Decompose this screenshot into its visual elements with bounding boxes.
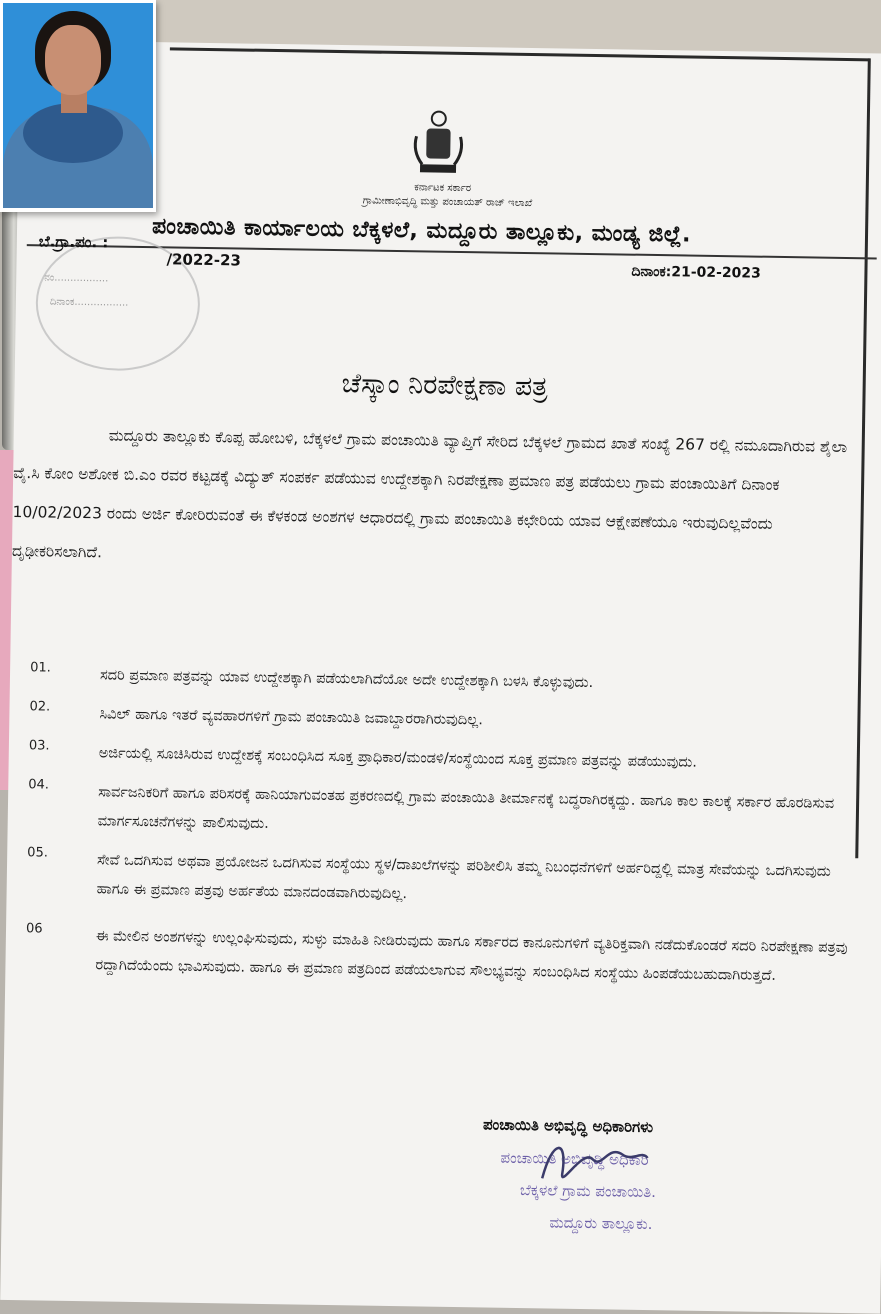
applicant-photo — [0, 0, 156, 212]
certificate-page — [0, 40, 881, 1314]
department-label: ಗ್ರಾಮೀಣಾಭಿವೃದ್ಧಿ ಮತ್ತು ಪಂಚಾಯತ್ ರಾಜ್ ಇಲಾಖೆ — [362, 195, 533, 210]
seal-line-3: ಮದ್ದೂರು ತಾಲ್ಲೂಕು. — [549, 1213, 653, 1234]
item-text: ಸೇವೆ ಒದಗಿಸುವ ಅಥವಾ ಪ್ರಯೋಜನ ಒದಗಿಸುವ ಸಂಸ್ಥೆಯು ಸ್ಥಳ/ದಾಖಲೆಗಳನ್ನು ಪರಿಶೀಲಿಸಿ ತಮ್ಮ ನಿಬಂಧನೆಗಳಿಗೆ ಅರ್ಹರಿದ್ದಲ್ಲಿ ಮಾತ್ರ ಸೇವೆಯನ್ನು ಒದಗಿಸುವುದು ಹಾಗೂ ಈ ಪ್ರಮಾಣ ಪತ್ರವು ಅರ್ಹತೆಯ ಮಾನದಂಡವಾಗಿರುವುದಿಲ್ಲ. — [96, 852, 831, 903]
handwritten-signature — [532, 1128, 653, 1200]
signatory-title: ಪಂಚಾಯಿತಿ ಅಭಿವೃದ್ಧಿ ಅಧಿಕಾರಿಗಳು — [482, 1115, 654, 1137]
issue-date: ದಿನಾಂಕ:21-02-2023 — [631, 263, 761, 282]
stamp-number-line: ನಂ................. — [44, 272, 109, 285]
item-text: ಈ ಮೇಲಿನ ಅಂಶಗಳನ್ನು ಉಲ್ಲಂಘಿಸುವುದು, ಸುಳ್ಳು ಮಾಹಿತಿ ನೀಡಿರುವುದು ಹಾಗೂ ಸರ್ಕಾರದ ಕಾನೂನುಗಳಿಗೆ ವ್ಯತಿರಿಕ್ತವಾಗಿ ನಡೆದುಕೊಂಡರೆ ಸದರಿ ನಿರಪೇಕ್ಷಣಾ ಪತ್ರವು ರದ್ದಾಗಿದೆಯೆಂದು ಭಾವಿಸುವುದು. ಹಾಗೂ ಈ ಪ್ರಮಾಣ ಪತ್ರದಿಂದ ಪಡೆಯಲಾಗುವ ಸೌಲಭ್ಯವನ್ನು ಸಂಬಂಧಿಸಿದ ಸಂಸ್ಥೆಯು ಹಿಂಪಡೆಯಬಹುದಾಗಿರುತ್ತದೆ. — [95, 928, 848, 984]
list-item — [6, 845, 852, 916]
item-number: 05. — [27, 845, 49, 861]
item-text: ಸಿವಿಲ್ ಹಾಗೂ ಇತರೆ ವ್ಯವಹಾರಗಳಿಗೆ ಗ್ರಾಮ ಪಂಚಾಯಿತಿ ಜವಾಬ್ದಾರರಾಗಿರುವುದಿಲ್ಲ. — [99, 706, 484, 729]
document-title: ಚೆಸ್ಕಾಂ ನಿರಪೇಕ್ಷಣಾ ಪತ್ರ — [341, 368, 548, 403]
govt-label: ಕರ್ನಾಟಕ ಸರ್ಕಾರ — [414, 182, 472, 195]
stamp-date-line: ದಿನಾಂಕ................. — [49, 296, 129, 309]
item-text: ಸಾರ್ವಜನಿಕರಿಗೆ ಹಾಗೂ ಪರಿಸರಕ್ಕೆ ಹಾನಿಯಾಗುವಂತಹ ಪ್ರಕರಣದಲ್ಲಿ ಗ್ರಾಮ ಪಂಚಾಯಿತಿ ತೀರ್ಮಾನಕ್ಕೆ ಬದ್ಧರಾಗಿರಕ್ಕದ್ದು. ಹಾಗೂ ಕಾಲ ಕಾಲಕ್ಕೆ ಸರ್ಕಾರ ಹೊರಡಿಸುವ ಮಾರ್ಗಸೂಚನೆಗಳನ್ನು ಪಾಲಿಸುವುದು. — [97, 784, 835, 833]
body-text: ಮದ್ದೂರು ತಾಲ್ಲೂಕು ಕೊಪ್ಪ ಹೋಬಳಿ, ಬೆಕ್ಕಳಲೆ ಗ್ರಾಮ ಪಂಚಾಯಿತಿ ವ್ಯಾಪ್ತಿಗೆ ಸೇರಿದ ಬೆಕ್ಕಳಲೆ ಗ್ರಾಮದ ಖಾತೆ ಸಂಖ್ಯೆ 267 ರಲ್ಲಿ ನಮೂದಾಗಿರುವ ಶೈಲಾ ವೈ.ಸಿ ಕೋಂ ಅಶೋಕ ಬಿ.ಎಂ ರವರ ಕಟ್ಟಡಕ್ಕೆ ವಿದ್ಯುತ್ ಸಂಪರ್ಕ ಪಡೆಯುವ ಉದ್ದೇಶಕ್ಕಾಗಿ ನಿರಪೇಕ್ಷಣಾ ಪ್ರಮಾಣ ಪತ್ರ ಪಡೆಯಲು ಗ್ರಾಮ ಪಂಚಾಯಿತಿಗೆ ದಿನಾಂಕ 10/02/2023 ರಂದು ಅರ್ಜಿ ಕೋರಿರುವಂತೆ ಈ ಕೆಳಕಂಡ ಅಂಶಗಳ ಆಧಾರದಲ್ಲಿ ಗ್ರಾಮ ಪಂಚಾಯಿತಿ ಕಛೇರಿಯ ಯಾವ ಆಕ್ಷೇಪಣೆಯೂ ಇರುವುದಿಲ್ಲವೆಂದು ದೃಢೀಕರಿಸಲಾಗಿದೆ. — [11, 426, 848, 562]
list-item — [9, 738, 854, 780]
item-number: 06 — [25, 921, 43, 937]
list-item — [5, 921, 851, 992]
reference-label: ಬೆ.ಗ್ರಾ.ಪಂ. : — [38, 232, 109, 252]
item-number: 04. — [28, 777, 50, 793]
list-item — [9, 699, 854, 741]
reference-year: /2022-23 — [166, 250, 242, 270]
item-text: ಸದರಿ ಪ್ರಮಾಣ ಪತ್ರವನ್ನು ಯಾವ ಉದ್ದೇಶಕ್ಕಾಗಿ ಪಡೆಯಲಾಗಿದೆಯೋ ಅದೇ ಉದ್ದೇಶಕ್ಕಾಗಿ ಬಳಸಿ ಕೊಳ್ಳುವುದು. — [99, 667, 594, 692]
item-number: 03. — [28, 738, 50, 754]
seal-line-2: ಬೆಕ್ಕಳಲೆ ಗ್ರಾಮ ಪಂಚಾಯಿತಿ. — [519, 1180, 657, 1202]
signature-block — [481, 1115, 783, 1242]
list-item — [8, 777, 854, 848]
item-text: ಅರ್ಜಿಯಲ್ಲಿ ಸೂಚಿಸಿರುವ ಉದ್ದೇಶಕ್ಕೆ ಸಂಬಂಧಿಸಿದ ಸೂಕ್ತ ಪ್ರಾಧಿಕಾರ/ಮಂಡಳಿ/ಸಂಸ್ಥೆಯಿಂದ ಸೂಕ್ತ ಪ್ರಮಾಣ ಪತ್ರವನ್ನು ಪಡೆಯುವುದು. — [98, 745, 698, 771]
item-number: 01. — [30, 660, 51, 676]
conditions-list — [5, 660, 855, 1002]
body-paragraph — [12, 415, 859, 584]
state-emblem-icon — [408, 106, 469, 177]
list-item — [10, 660, 855, 702]
item-number: 02. — [29, 699, 51, 715]
office-title: ಪಂಚಾಯಿತಿ ಕಾರ್ಯಾಲಯ ಬೆಕ್ಕಳಲೆ, ಮದ್ದೂರು ತಾಲ್ಲೂಕು, ಮಂಡ್ಯ ಜಿಲ್ಲೆ. — [151, 214, 692, 248]
seal-line-1: ಪಂಚಾಯಿತಿ ಅಭಿವೃದ್ಧಿ ಅಧಿಕಾರಿ — [500, 1148, 649, 1170]
